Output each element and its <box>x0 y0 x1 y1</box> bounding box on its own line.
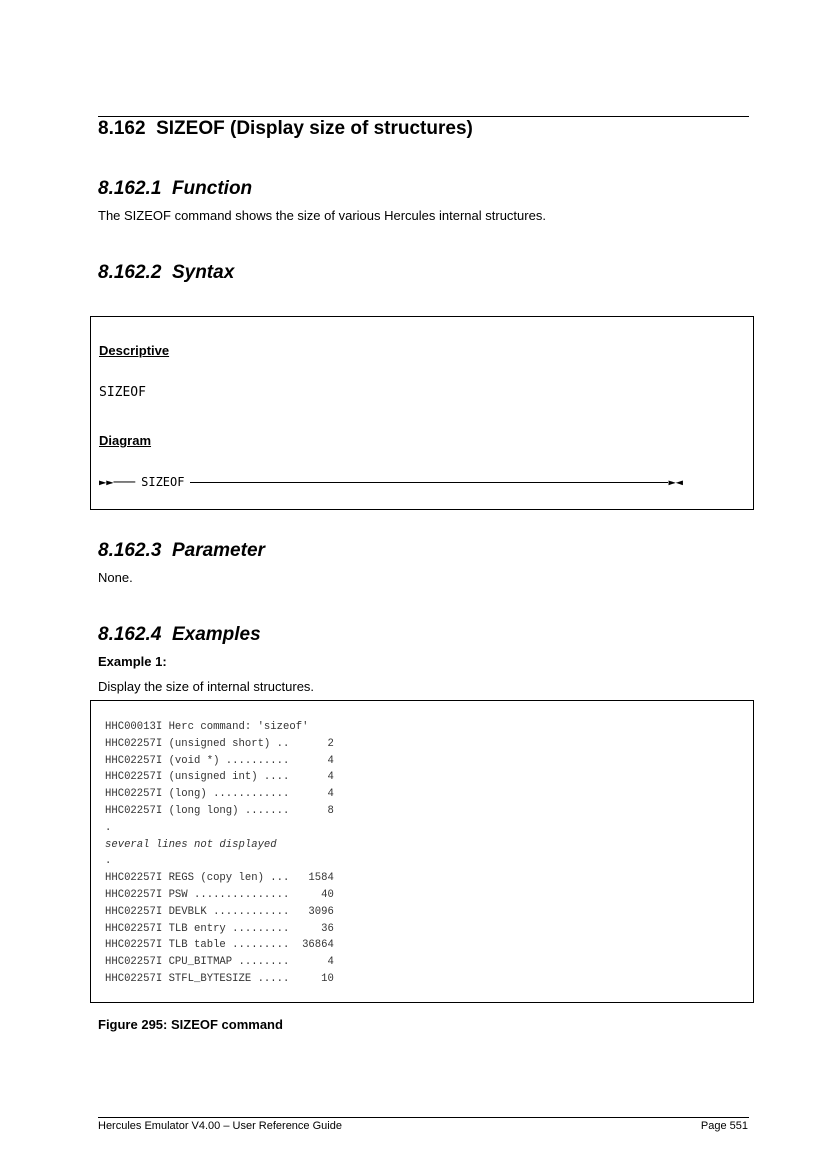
console-line: HHC02257I REGS (copy len) ... 1584 <box>105 872 334 885</box>
console-line: HHC02257I (void *) .......... 4 <box>105 754 334 767</box>
example-description: Display the size of internal structures. <box>98 679 315 694</box>
console-note: several lines not displayed <box>105 838 277 851</box>
console-line: HHC02257I STFL_BYTESIZE ..... 10 <box>105 972 334 985</box>
console-line: HHC02257I (unsigned short) .. 2 <box>105 737 334 750</box>
console-line: HHC02257I (long) ............ 4 <box>105 788 334 801</box>
syntax-heading: 8.162.2 Syntax <box>98 262 235 283</box>
example-label: Example 1: <box>98 654 167 669</box>
console-line: HHC02257I (unsigned int) .... 4 <box>105 771 334 784</box>
diagram-label: Diagram <box>99 433 152 448</box>
example-output-box <box>90 700 754 1003</box>
syntax-box <box>90 316 754 510</box>
parameter-heading: 8.162.3 Parameter <box>98 540 265 561</box>
syntax-diagram <box>99 475 683 489</box>
diagram-line <box>190 482 668 483</box>
examples-heading: 8.162.4 Examples <box>98 624 261 645</box>
console-line: HHC02257I PSW ............... 40 <box>105 888 334 901</box>
function-heading: 8.162.1 Function <box>98 178 253 199</box>
console-line: HHC02257I TLB table ......... 36864 <box>105 939 334 952</box>
console-line: . <box>105 821 112 834</box>
footer-rule <box>98 1117 749 1118</box>
function-text: The SIZEOF command shows the size of various Hercules internal structures. <box>98 208 546 223</box>
descriptive-label: Descriptive <box>99 343 170 358</box>
parameter-text: None. <box>98 570 133 585</box>
syntax-command: SIZEOF <box>99 385 146 400</box>
header-rule <box>98 116 749 117</box>
diagram-keyword: SIZEOF <box>141 475 185 489</box>
console-line: HHC02257I DEVBLK ............ 3096 <box>105 905 334 918</box>
console-line: HHC02257I TLB entry ......... 36 <box>105 922 334 935</box>
console-line: HHC00013I Herc command: 'sizeof' <box>105 721 309 733</box>
diagram-start-arrow: ►►─── <box>99 475 136 489</box>
section-heading: 8.162 SIZEOF (Display size of structures) <box>98 118 473 139</box>
footer-left: Hercules Emulator V4.00 – User Reference Guide <box>98 1120 342 1132</box>
console-line: HHC02257I CPU_BITMAP ........ 4 <box>105 956 334 969</box>
diagram-end-arrow: ►◄ <box>668 475 683 489</box>
footer-page-number: Page 551 <box>700 1120 748 1132</box>
console-line: . <box>105 855 112 868</box>
console-output <box>105 719 334 988</box>
console-line: HHC02257I (long long) ....... 8 <box>105 804 334 817</box>
figure-caption: Figure 295: SIZEOF command <box>98 1017 283 1032</box>
